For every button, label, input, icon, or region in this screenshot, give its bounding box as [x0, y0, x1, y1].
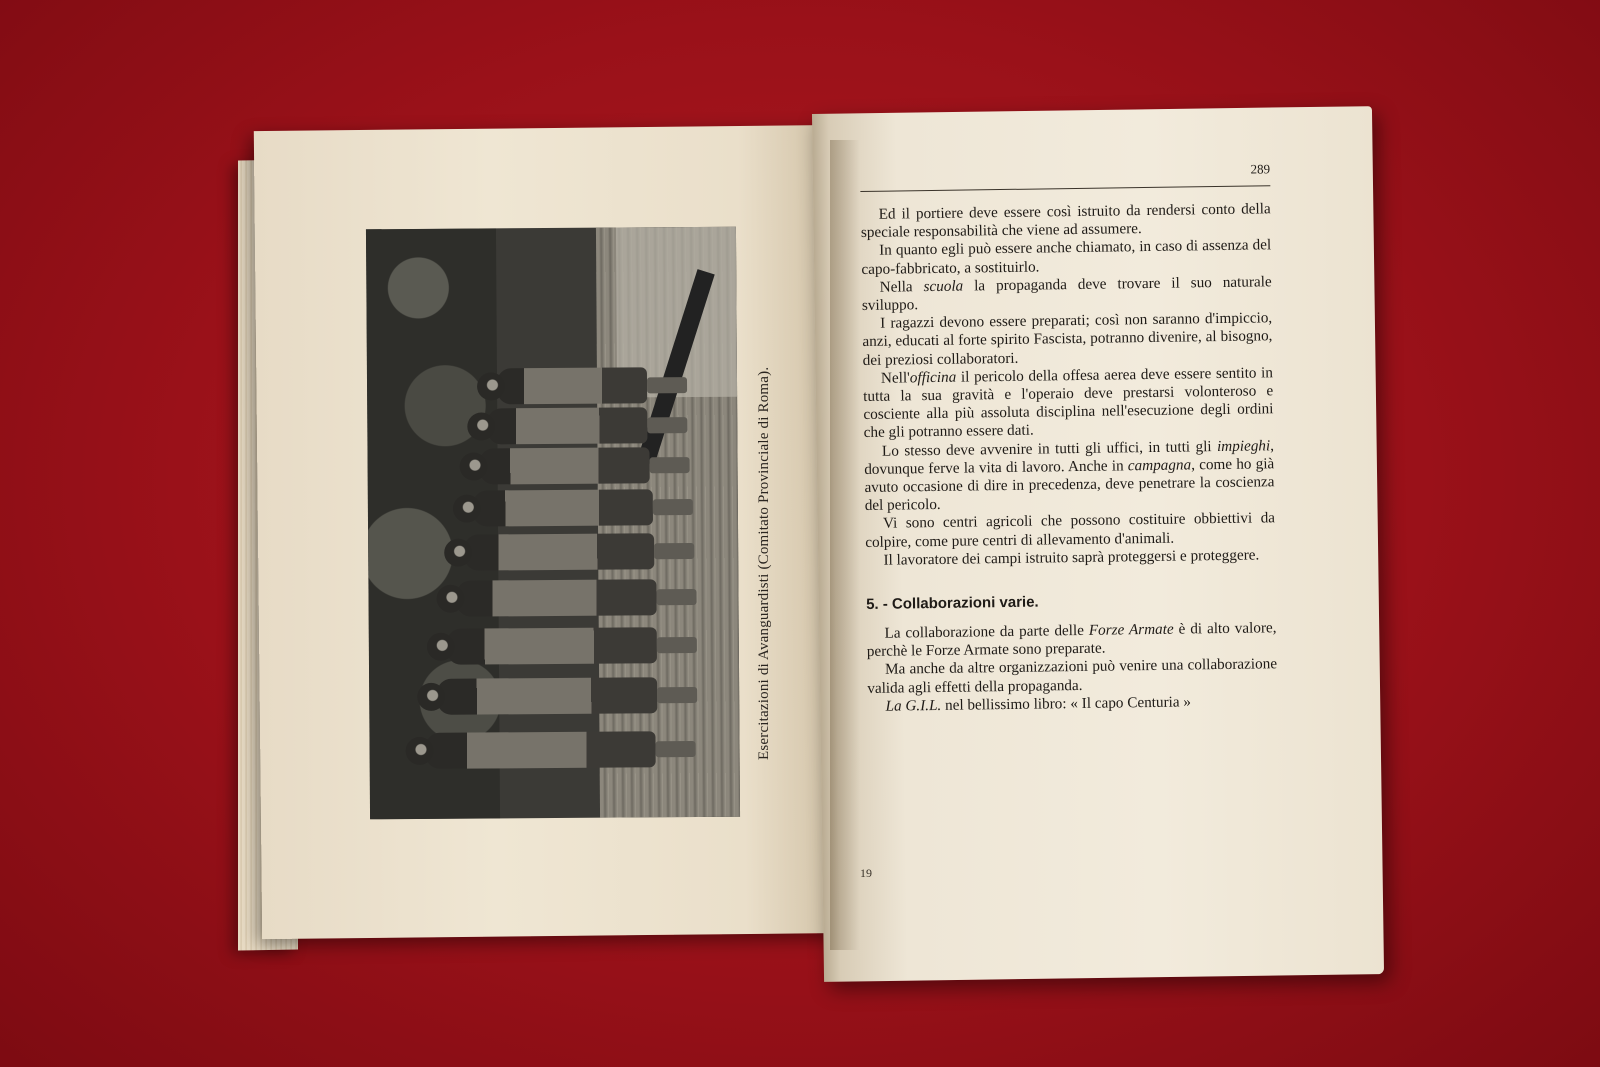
page-number: 289: [1250, 161, 1271, 177]
text-run: , dovunque ferve la vita di lavoro. Anche in: [864, 436, 1275, 478]
paragraph: Vi sono centri agricoli che possono costituire obbiettivi da colpire, come pure centri di allevamento d'animali.: [865, 509, 1276, 551]
text-run: la propaganda deve trovare il suo naturale sviluppo.: [861, 273, 1272, 315]
text-run: il pericolo della offesa aerea deve essere sentito in tutta la sua gravità e l'operaio deve prestarsi volonteroso e cosciente alla più assoluta disciplina nell'esecuzione degli ordini che gli potranno essere dati.: [863, 364, 1274, 442]
section-paragraphs: [866, 619, 1277, 716]
italic-phrase: campagna: [1127, 456, 1192, 475]
text-run: Lo stesso deve avvenire in tutti gli uffici, in tutti gli: [881, 437, 1218, 460]
photo-soldier: [447, 627, 657, 664]
photo-caption: Esercitazioni di Avanguardisti (Comitato Provinciale di Roma).: [756, 366, 772, 760]
body-paragraphs: [861, 200, 1276, 570]
italic-phrase: impieghi: [1216, 436, 1271, 455]
paragraph: [864, 437, 1275, 516]
text-run: La collaborazione da parte delle: [884, 621, 1089, 642]
text-run: nel bellissimo libro: « Il capo Centuria »: [941, 693, 1192, 714]
section-title: 5. - Collaborazioni varie.: [866, 593, 1039, 614]
text-run: è di alto valore, perchè le Forze Armate sono preparate.: [866, 619, 1277, 661]
folio-number: 19: [860, 866, 872, 880]
italic-phrase: La G.I.L.: [885, 696, 942, 715]
text-run: , come ho già avuto occasione di dire in precedenza, deve penetrare la coscienza del pericolo.: [864, 455, 1275, 515]
photo-soldier: [487, 407, 647, 444]
paragraph: I ragazzi devono essere preparati; così non saranno d'impiccio, anzi, educati al forte spirito Fascista, potranno divenire, al bisogno, dei preziosi collaboratori.: [862, 309, 1273, 369]
italic-phrase: officina: [909, 368, 957, 387]
running-header: [860, 159, 1270, 192]
paragraph: In quanto egli può essere anche chiamato, in caso di assenza del capo-fabbricato, a sostituirlo.: [861, 236, 1272, 278]
paragraph: [866, 619, 1276, 661]
photo-plate: [366, 227, 740, 820]
photo-soldier: [425, 731, 655, 769]
text-run: Nella: [879, 277, 924, 296]
italic-phrase: Forze Armate: [1088, 620, 1174, 639]
photo-soldier: [473, 489, 653, 526]
text-run: Nell': [880, 369, 910, 387]
paragraph: [862, 273, 1272, 315]
paragraph: [863, 364, 1274, 443]
photo-soldier: [497, 367, 647, 404]
paragraph: Ma anche da altre organizzazioni può venire una collaborazione valida agli effetti della propaganda.: [867, 655, 1278, 697]
photo-soldier: [437, 677, 657, 715]
photo-soldier: [479, 447, 649, 484]
photo-soldier: [456, 579, 656, 616]
italic-phrase: scuola: [923, 277, 964, 295]
paragraph: Il lavoratore dei campi istruito saprà proteggersi e proteggere.: [883, 546, 1260, 569]
right-page-text: [860, 159, 1278, 716]
paragraph: Ed il portiere deve essere così istruito da rendersi conto della speciale responsabilità che viene ad assumere.: [860, 200, 1271, 242]
photo-soldier: [464, 533, 654, 570]
